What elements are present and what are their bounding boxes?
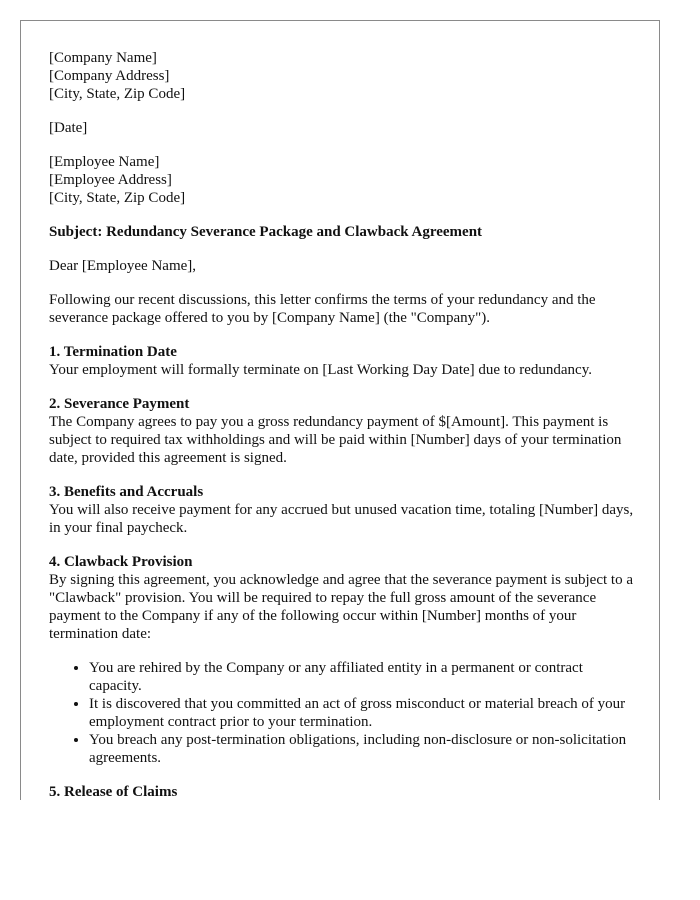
section-title: 2. Severance Payment: [49, 396, 190, 412]
list-item: • You breach any post-termination obligations, including non-disclosure or non-solicitation agreements.: [89, 731, 639, 767]
recipient-address: [Employee Address]: [49, 172, 172, 188]
sender-address-block: [49, 49, 639, 103]
section-title: 1. Termination Date: [49, 344, 177, 360]
letter-subject: Subject: Redundancy Severance Package and Clawback Agreement: [49, 224, 483, 240]
recipient-city-line: [City, State, Zip Code]: [49, 190, 186, 206]
letter-content: [49, 49, 639, 800]
recipient-address-block: [49, 153, 639, 207]
sender-name: [Company Name]: [49, 50, 157, 66]
sender-address: [Company Address]: [49, 68, 170, 84]
section-termination-date: [49, 343, 639, 379]
section-release-of-claims: [49, 783, 639, 800]
letter-date: [Date]: [49, 120, 88, 136]
section-body: The Company agrees to pay you a gross redundancy payment of $[Amount]. This payment is subject to required tax withholdings and will be paid within [Number] days of your termination date, provided this agreement is signed.: [49, 414, 622, 466]
section-body: You will also receive payment for any accrued but unused vacation time, totaling [Number] days, in your final paycheck.: [49, 502, 634, 536]
recipient-name: [Employee Name]: [49, 154, 160, 170]
letter-salutation: Dear [Employee Name],: [49, 258, 197, 274]
list-item: • You are rehired by the Company or any affiliated entity in a permanent or contract capacity.: [89, 659, 639, 695]
section-title: 3. Benefits and Accruals: [49, 484, 204, 500]
letter-page: [20, 20, 660, 800]
section-clawback-provision: [49, 553, 639, 643]
section-title: 5. Release of Claims: [49, 784, 178, 800]
section-title: 4. Clawback Provision: [49, 554, 193, 570]
section-severance-payment: [49, 395, 639, 467]
section-benefits-accruals: [49, 483, 639, 537]
section-body: By signing this agreement, you acknowledge and agree that the severance payment is subject to a "Clawback" provision. You will be required to repay the full gross amount of the severance payment to the Company if any of the following occur within [Number] months of your termination date:: [49, 572, 633, 642]
letter-intro: Following our recent discussions, this letter confirms the terms of your redundancy and the severance package offered to you by [Company Name] (the "Company").: [49, 292, 596, 326]
list-item: • It is discovered that you committed an act of gross misconduct or material breach of your employment contract prior to your termination.: [89, 695, 639, 731]
sender-city-line: [City, State, Zip Code]: [49, 86, 186, 102]
clawback-conditions-list: [49, 659, 639, 767]
section-body: Your employment will formally terminate on [Last Working Day Date] due to redundancy.: [49, 362, 592, 378]
